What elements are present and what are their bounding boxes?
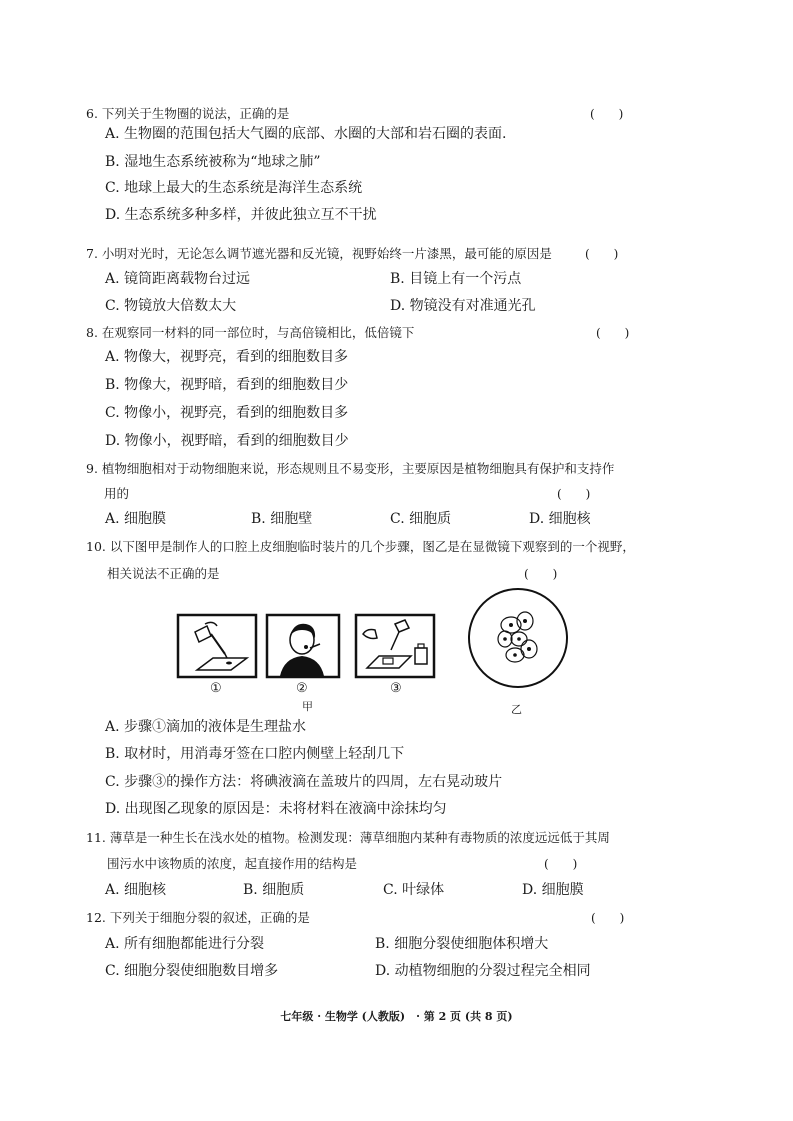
question-10-option-a: A. 步骤①滴加的液体是生理盐水	[105, 719, 307, 735]
question-7-option-c: C. 物镜放大倍数太大	[105, 298, 237, 314]
question-9-option-c: C. 细胞质	[390, 511, 452, 527]
question-10-stem: 10. 以下图甲是制作人的口腔上皮细胞临时装片的几个步骤，图乙是在显微镜下观察到的一个视野，	[86, 539, 635, 554]
question-6-answer-blank: ( )	[590, 107, 624, 121]
figure-step-2-person-illustration	[266, 614, 340, 678]
question-12-option-a: A. 所有细胞都能进行分裂	[105, 936, 265, 952]
page-footer: 七年级 · 生物学 (人教版) · 第 2 页 (共 8 页)	[280, 1010, 513, 1023]
question-9-answer-blank: ( )	[557, 487, 591, 501]
question-7-option-d: D. 物镜没有对准通光孔	[390, 298, 536, 314]
question-11-option-b: B. 细胞质	[243, 882, 305, 898]
question-11-stem-continued: 围污水中该物质的浓度，起直接作用的结构是	[107, 856, 358, 871]
question-8-answer-blank: ( )	[596, 326, 630, 340]
question-12-option-d: D. 动植物细胞的分裂过程完全相同	[375, 963, 591, 979]
question-9-option-b: B. 细胞壁	[251, 511, 313, 527]
figure-step-1-label: ①	[210, 681, 222, 696]
question-6-option-d: D. 生态系统多种多样，并彼此独立互不干扰	[105, 207, 377, 223]
question-8-option-a: A. 物像大，视野亮，看到的细胞数目多	[105, 349, 349, 365]
question-11-stem: 11. 薄草是一种生长在浅水处的植物。检测发现：薄草细胞内某种有毒物质的浓度远远低于其周	[86, 830, 610, 845]
question-10-option-c: C. 步骤③的操作方法：将碘液滴在盖玻片的四周，左右晃动玻片	[105, 774, 503, 790]
question-8-stem: 8. 在观察同一材料的同一部位时，与高倍镜相比，低倍镜下	[86, 325, 415, 340]
figure-jia-label: 甲	[302, 700, 313, 713]
figure-step-2-label: ②	[296, 681, 308, 696]
question-8-option-c: C. 物像小，视野亮，看到的细胞数目多	[105, 405, 349, 421]
figure-yi-microscope-view	[467, 587, 569, 689]
question-10-answer-blank: ( )	[524, 567, 558, 581]
question-6-option-b: B. 湿地生态系统被称为“地球之肺”	[105, 154, 321, 170]
question-11-option-d: D. 细胞膜	[522, 882, 584, 898]
question-7-option-a: A. 镜筒距离载物台过远	[105, 271, 251, 287]
figure-step-1-dropper-illustration	[177, 614, 257, 678]
figure-step-3-label: ③	[390, 681, 402, 696]
question-7-option-b: B. 目镜上有一个污点	[390, 271, 522, 287]
question-6-option-c: C. 地球上最大的生态系统是海洋生态系统	[105, 180, 363, 196]
figure-step-3-staining-illustration	[355, 614, 435, 678]
question-6-option-a: A. 生物圈的范围包括大气圈的底部、水圈的大部和岩石圈的表面.	[105, 126, 507, 142]
question-9-option-d: D. 细胞核	[529, 511, 591, 527]
question-11-option-a: A. 细胞核	[105, 882, 167, 898]
question-10-option-b: B. 取材时，用消毒牙签在口腔内侧壁上轻刮几下	[105, 746, 405, 762]
question-10-option-d: D. 出现图乙现象的原因是：未将材料在液滴中涂抹均匀	[105, 801, 447, 817]
question-7-answer-blank: ( )	[585, 247, 619, 261]
question-8-option-b: B. 物像大，视野暗，看到的细胞数目少	[105, 377, 349, 393]
question-10-stem-continued: 相关说法不正确的是	[107, 566, 220, 581]
figure-yi-label: 乙	[511, 703, 522, 716]
question-9-stem: 9. 植物细胞相对于动物细胞来说，形态规则且不易变形，主要原因是植物细胞具有保护和支持作	[86, 461, 615, 476]
question-12-option-c: C. 细胞分裂使细胞数目增多	[105, 963, 279, 979]
question-12-answer-blank: ( )	[591, 911, 625, 925]
question-6-stem: 6. 下列关于生物圈的说法，正确的是	[86, 106, 290, 121]
question-12-stem: 12. 下列关于细胞分裂的叙述，正确的是	[86, 910, 310, 925]
question-11-answer-blank: ( )	[544, 857, 578, 871]
question-9-stem-continued: 用的	[104, 486, 130, 501]
question-7-stem: 7. 小明对光时，无论怎么调节遮光器和反光镜，视野始终一片漆黑，最可能的原因是	[86, 246, 552, 261]
question-9-option-a: A. 细胞膜	[105, 511, 167, 527]
question-11-option-c: C. 叶绿体	[383, 882, 445, 898]
question-12-option-b: B. 细胞分裂使细胞体积增大	[375, 936, 549, 952]
question-8-option-d: D. 物像小，视野暗，看到的细胞数目少	[105, 433, 349, 449]
